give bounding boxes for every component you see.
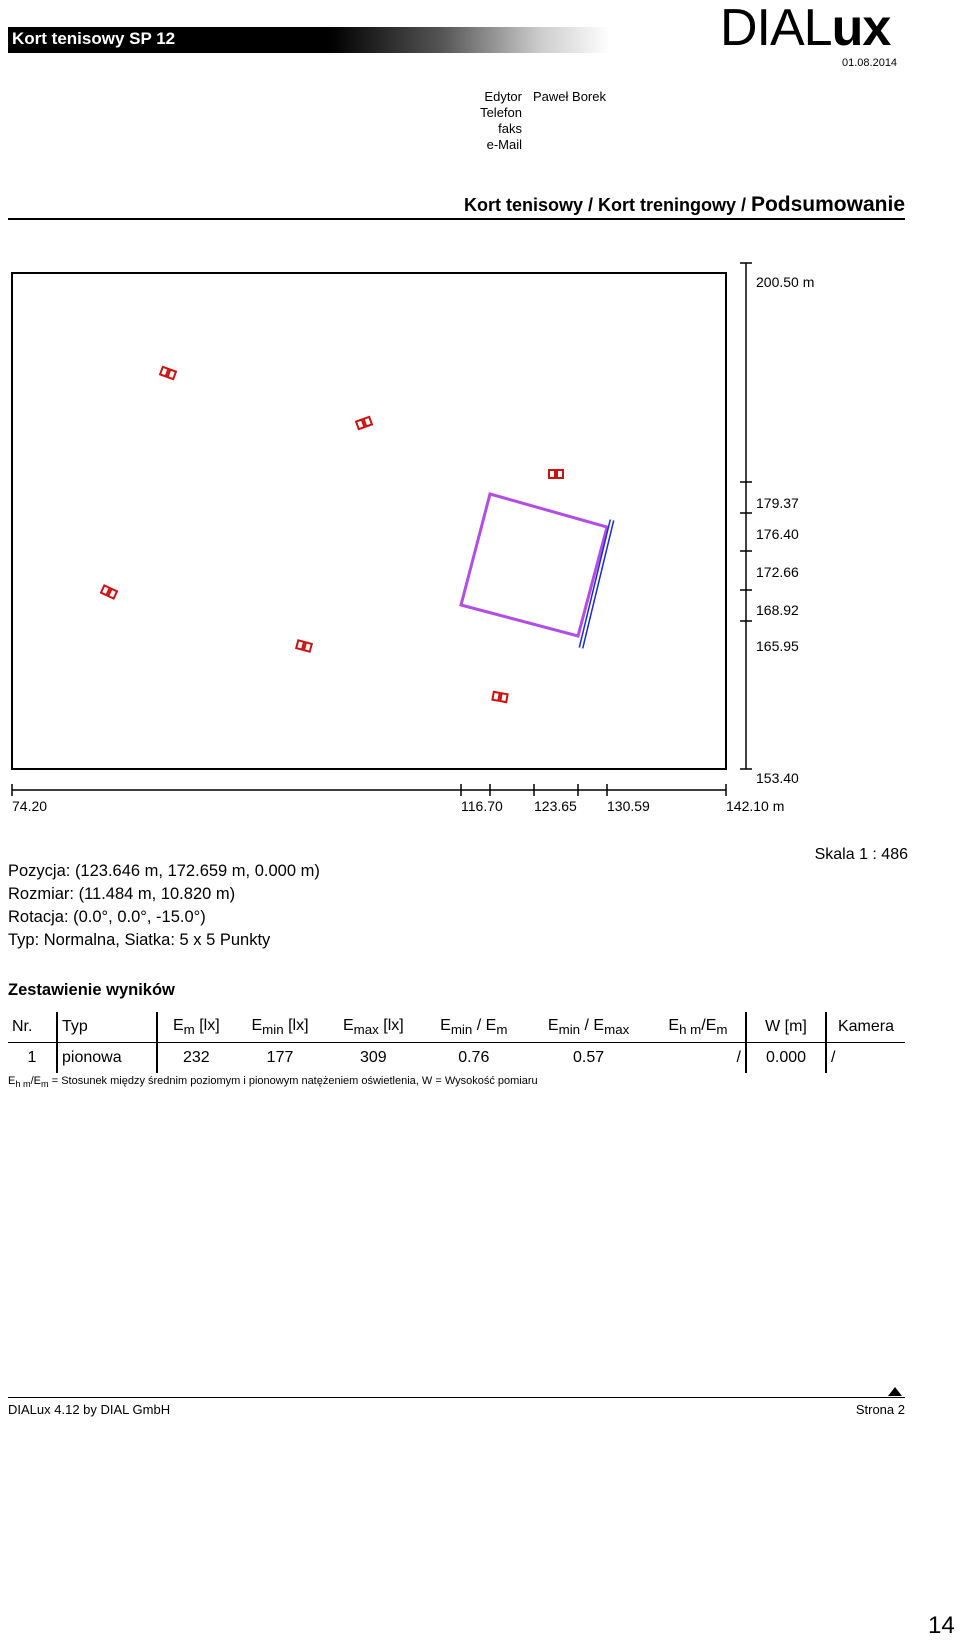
- footer-software: DIALux 4.12 by DIAL GmbH: [8, 1402, 171, 1417]
- x-tick-label: 123.65: [534, 798, 577, 814]
- document-date: 01.08.2014: [842, 57, 898, 69]
- cell-typ: pionowa: [57, 1043, 157, 1074]
- results-title: Zestawienie wyników: [8, 981, 175, 999]
- type-info: Typ: Normalna, Siatka: 5 x 5 Punkty: [8, 931, 271, 949]
- rotation-info: Rotacja: (0.0°, 0.0°, -15.0°): [8, 908, 206, 926]
- floor-plan: [0, 255, 960, 815]
- col-emin-em: $E_{min} / E_m$: [440, 1016, 508, 1038]
- cell-emax: 309: [359, 1049, 387, 1066]
- cell-camera: /: [826, 1043, 905, 1074]
- calculation-area: [461, 494, 607, 636]
- y-tick-label: 165.95: [756, 638, 799, 654]
- table-header-row: [8, 1012, 905, 1043]
- luminaire: [160, 367, 176, 379]
- cell-emin-emax: 0.57: [573, 1049, 605, 1066]
- col-w: W [m]: [746, 1012, 826, 1043]
- y-tick-label: 200.50 m: [756, 274, 815, 290]
- page-break-marker-icon: [888, 1387, 902, 1396]
- y-tick-label: 168.92: [756, 602, 799, 618]
- luminaire: [296, 640, 312, 651]
- y-tick-label: 172.66: [756, 564, 799, 580]
- project-title: Kort tenisowy SP 12: [12, 29, 176, 48]
- table-row: [8, 1043, 905, 1074]
- scale-label: Skala 1 : 486: [814, 846, 908, 863]
- col-typ: Typ: [57, 1012, 157, 1043]
- editor-value: Paweł Borek: [533, 89, 606, 104]
- phone-label: Telefon: [480, 105, 522, 120]
- x-tick-label: 142.10 m: [726, 798, 785, 814]
- y-tick-label: 176.40: [756, 526, 799, 542]
- position-info: Pozycja: (123.646 m, 172.659 m, 0.000 m): [8, 862, 320, 880]
- col-emin: $E_{min}$ [lx]: [251, 1016, 309, 1038]
- title-rule: [8, 218, 905, 220]
- col-ehm-em: $E_{h m}/E_m$: [668, 1016, 728, 1038]
- results-table: [8, 1012, 905, 1073]
- col-nr: Nr.: [12, 1018, 33, 1035]
- editor-label: Edytor: [484, 89, 522, 104]
- dialux-logo: [720, 0, 891, 57]
- col-em: $E_m$ [lx]: [157, 1012, 235, 1043]
- email-label: e-Mail: [486, 137, 522, 152]
- table-legend: $E_{h m}/E_m$ = Stosunek między średnim poziomym i pionowym natężeniem oświetlenia, W = Wysokość pomiaru: [8, 1075, 538, 1090]
- y-tick-label: 153.40: [756, 770, 799, 786]
- col-emin-emax: $E_{min} / E_{max}$: [547, 1016, 630, 1038]
- footer-page-label: Strona 2: [855, 1402, 905, 1417]
- cell-nr: 1: [27, 1049, 37, 1066]
- size-info: Rozmiar: (11.484 m, 10.820 m): [8, 885, 236, 903]
- y-tick-label: 179.37: [756, 495, 799, 511]
- subtitle-path: Kort tenisowy / Kort treningowy /: [463, 195, 751, 215]
- page-subtitle: [464, 193, 905, 217]
- cell-emin: 177: [266, 1049, 294, 1066]
- x-tick-label: 116.70: [461, 798, 503, 814]
- col-camera: Kamera: [826, 1012, 905, 1043]
- cell-w: 0.000: [746, 1043, 826, 1074]
- fax-label: faks: [498, 121, 522, 136]
- cell-em: 232: [157, 1043, 235, 1074]
- plan-border: [12, 273, 726, 769]
- col-emax: $E_{max}$ [lx]: [342, 1016, 404, 1038]
- logo-bold-text: ux: [831, 0, 891, 57]
- cell-emin-em: 0.76: [458, 1049, 490, 1066]
- luminaire: [549, 470, 563, 478]
- luminaire: [356, 417, 372, 429]
- footer-rule: [8, 1397, 905, 1398]
- luminaire: [101, 585, 117, 598]
- luminaire: [492, 692, 507, 702]
- cell-ehm-em: /: [736, 1049, 741, 1066]
- subtitle-page: Podsumowanie: [750, 193, 905, 216]
- logo-thin-text: DIAL: [720, 0, 832, 57]
- x-tick-label: 130.59: [607, 798, 650, 814]
- x-tick-label: 74.20: [12, 798, 48, 814]
- page-number: 14: [928, 1612, 955, 1639]
- wall-segment: [581, 520, 612, 648]
